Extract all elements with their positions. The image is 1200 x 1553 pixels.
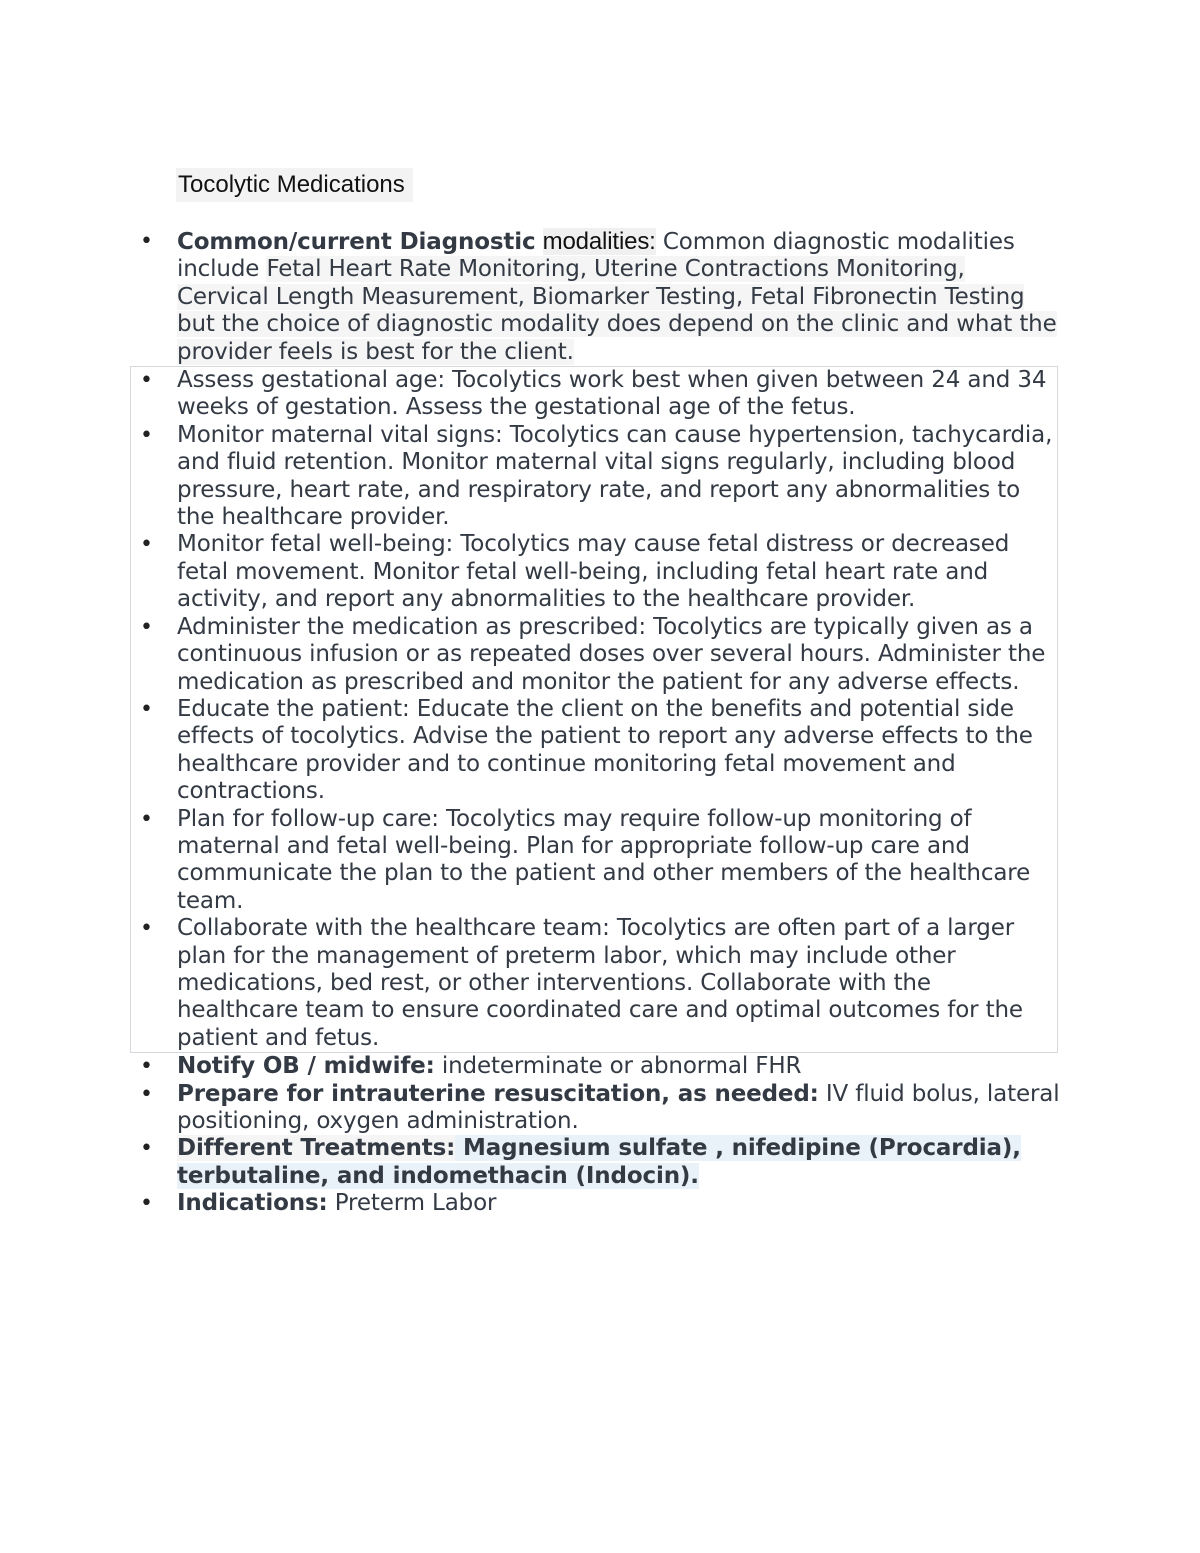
bullet-icon: • [140,696,153,722]
list-item-text: Assess gestational age: Tocolytics work best when given between 24 and 34 weeks of gestation. Assess the gestational age of the fetus. [177,367,1047,421]
prepare-label: Prepare for intrauterine resuscitation, as needed: [177,1080,819,1107]
diagnostic-text-detail: Fetal Heart Rate Monitoring, Uterine Contractions Monitoring, Cervical Length Measurement, Biomarker Testing, Fetal Fibronectin Testing but the choice of diagnostic modality does depend on the clinic and what the provider feels is best for the client. [177,256,1057,365]
list-item-indications [0,1190,1200,1217]
notify-text: indeterminate or abnormal FHR [434,1053,802,1080]
bullet-icon: • [140,1191,153,1217]
list-item-prepare [0,1081,1200,1136]
prepare-text: IV fluid bolus, lateral positioning, oxygen administration. [177,1080,1060,1134]
list-item-text: Educate the patient: Educate the client on the benefits and potential side effects of tocolytics. Advise the patient to report any adverse effects to the healthcare provider and to continue monitoring fetal movement and contractions. [177,695,1033,805]
diagnostic-text-intro: Common diagnostic modalities include [177,229,1015,283]
bullet-list [0,228,1200,1218]
bullet-icon: • [140,229,153,254]
indications-text: Preterm Labor [327,1190,497,1217]
document-title: Tocolytic Medications [176,168,413,202]
diagnostic-label-plain: modalities: [542,228,656,255]
bullet-icon: • [140,422,153,448]
list-item-administer-medication [131,614,1057,696]
list-item-text: Monitor fetal well-being: Tocolytics may cause fetal distress or decreased fetal movement. Monitor fetal well-being, including fetal heart rate and activity, and report any abnormalities to the healthcare provider. [177,531,1010,613]
diagnostic-label-bold: Common/current Diagnostic [177,229,536,255]
list-item-text: Collaborate with the healthcare team: Tocolytics are often part of a larger plan for the management of preterm labor, which may include other medications, bed rest, or other interventions. Collaborate with the healthcare team to ensure coordinated care and optimal outcomes for the patient and fetus. [177,915,1023,1051]
list-item-diagnostic-modalities [0,228,1200,366]
list-item-collaborate [131,915,1057,1052]
bullet-icon: • [140,1136,153,1162]
bullet-icon: • [140,806,153,832]
list-item-educate-patient [131,696,1057,806]
list-item-treatments [0,1135,1200,1190]
list-item-gestational-age [131,367,1057,422]
boxed-section [130,366,1058,1053]
list-item-text: Administer the medication as prescribed: Tocolytics are typically given as a continuous infusion or as repeated doses over several hours. Administer the medication as prescribed and monitor the patient for any adverse effects. [177,613,1046,695]
list-item-text: Monitor maternal vital signs: Tocolytics can cause hypertension, tachycardia, and fluid retention. Monitor maternal vital signs regularly, including blood pressure, heart rate, and respiratory rate, and report any abnormalities to the healthcare provider. [177,421,1053,531]
list-item-fetal-well-being [131,531,1057,613]
notify-label: Notify OB / midwife: [177,1053,435,1080]
bullet-icon: • [140,614,153,640]
bullet-icon: • [140,916,153,942]
bullet-icon: • [140,532,153,558]
bullet-icon: • [140,368,153,394]
list-item-text: Plan for follow-up care: Tocolytics may require follow-up monitoring of maternal and fetal well-being. Plan for appropriate follow-up care and communicate the plan to the patient and other members of the healthcare team. [177,805,1031,914]
bullet-icon: • [140,1054,153,1080]
bullet-icon: • [140,1081,153,1107]
indications-label: Indications: [177,1190,328,1217]
treatments-text: Magnesium sulfate , nifedipine (Procardia), terbutaline, and indomethacin (Indocin). [177,1135,1021,1189]
boxed-section-wrapper [0,366,1200,1053]
list-item-follow-up-care [131,806,1057,916]
treatments-label: Different Treatments: [177,1135,456,1162]
list-item-notify [0,1053,1200,1080]
list-item-maternal-vitals [131,422,1057,532]
